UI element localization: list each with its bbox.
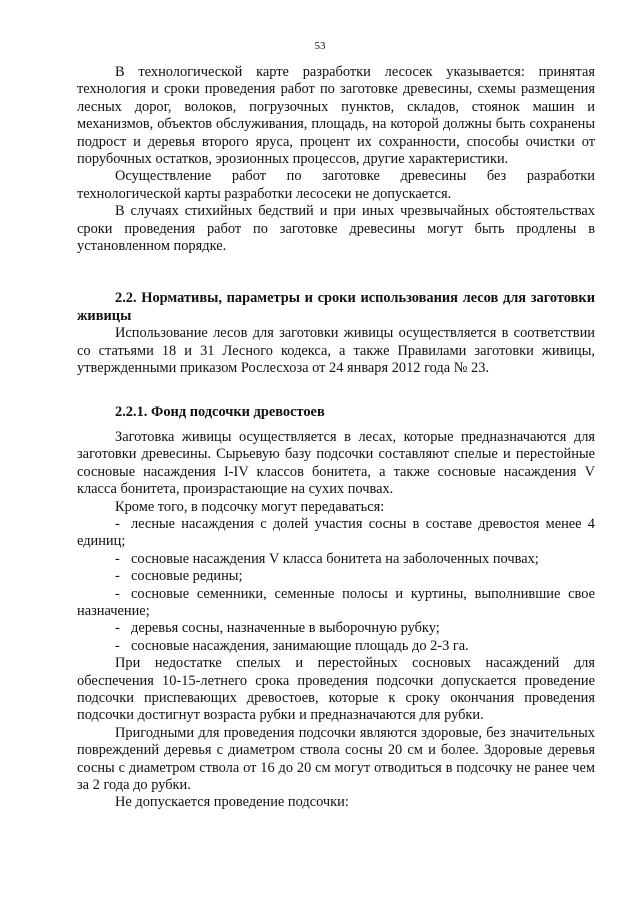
section-gap [77, 378, 595, 404]
paragraph-resin-use: Использование лесов для заготовки живицы осуществляется в соответствии со статьями 18 и 31 Лесного кодекса, а также Правилами заготовки живицы, утвержденными приказом Рослесхоза от 24 января 2012 года № 23. [77, 325, 595, 377]
page-content [77, 64, 595, 812]
list-item-text: сосновые редины; [131, 568, 243, 585]
list-dash: - [115, 620, 120, 637]
paragraph-list-intro: Кроме того, в подсочку могут передаваться: [115, 498, 385, 515]
list-item [77, 620, 595, 637]
section-gap [77, 255, 595, 290]
list-dash: - [115, 637, 120, 654]
list-dash: - [115, 550, 120, 567]
list-dash: - [115, 515, 120, 532]
list-dash: - [115, 568, 120, 585]
paragraph-tech-map: В технологической карте разработки лесосек указывается: принятая технология и сроки проведения работ по заготовке древесины, схемы размещения лесных дорог, волоков, погрузочных пунктов, складов, стоянок машин и механизмов, объектов обслуживания, площадь, на которой должны быть сохранены подрост и деревья второго яруса, процент их сохранности, способы очистки от порубочных остатков, эрозионных процессов, другие характеристики. [77, 64, 595, 168]
list-item-text: сосновые насаждения V класса бонитета на заболоченных почвах; [131, 550, 539, 567]
list-item [77, 551, 595, 568]
list-item-text: сосновые семенники, семенные полосы и куртины, выполнившие свое назначение; [77, 585, 595, 619]
list-item [77, 568, 595, 585]
list-item [77, 638, 595, 655]
list-item-text: деревья сосны, назначенные в выборочную рубку; [131, 620, 440, 637]
section-heading-2-2-1: 2.2.1. Фонд подсочки древостоев [115, 403, 325, 420]
list-item-text: сосновые насаждения, занимающие площадь до 2-3 га. [131, 637, 469, 654]
paragraph-emergency: В случаях стихийных бедствий и при иных чрезвычайных обстоятельствах сроки проведения работ по заготовке древесины могут быть продлены в установленном порядке. [77, 203, 595, 255]
paragraph-resin-base: Заготовка живицы осуществляется в лесах, которые предназначаются для заготовки древесины. Сырьевую базу подсочки составляют спелые и перестойные сосновые насаждения I-IV классов бонитета, а также сосновые насаждения V класса бонитета, произрастающие на сухих почвах. [77, 428, 595, 498]
heading-gap [77, 421, 595, 429]
section-heading-2-2: 2.2. Нормативы, параметры и сроки использования лесов для заготовки живицы [77, 290, 595, 324]
list-item-text: лесные насаждения с долей участия сосны в составе древостоя менее 4 единиц; [77, 515, 595, 550]
paragraph-no-tech-map: Осуществление работ по заготовке древесины без разработки технологической карты разработки лесосеки не допускается. [77, 168, 595, 202]
paragraph-shortage: При недостатке спелых и перестойных сосновых насаждений для обеспечения 10-15-летнего срока проведения подсочки допускается проведение подсочки приспевающих древостоев, которые к сроку окончания проведения подсочки достигнут возраста рубки и предназначаются для рубки. [77, 655, 595, 724]
list-item [77, 586, 595, 621]
page-number: 53 [314, 40, 326, 52]
list-item [77, 516, 595, 551]
list-dash: - [115, 585, 120, 602]
paragraph-suitable-trees: Пригодными для проведения подсочки являются здоровые, без значительных повреждений деревья с диаметром ствола сосны 20 см и более. Здоровые деревья сосны с диаметром ствола от 16 до 20 см могут отводиться в подсочку не ранее чем за 2 года до рубки. [77, 724, 595, 794]
paragraph-not-allowed: Не допускается проведение подсочки: [115, 794, 349, 811]
